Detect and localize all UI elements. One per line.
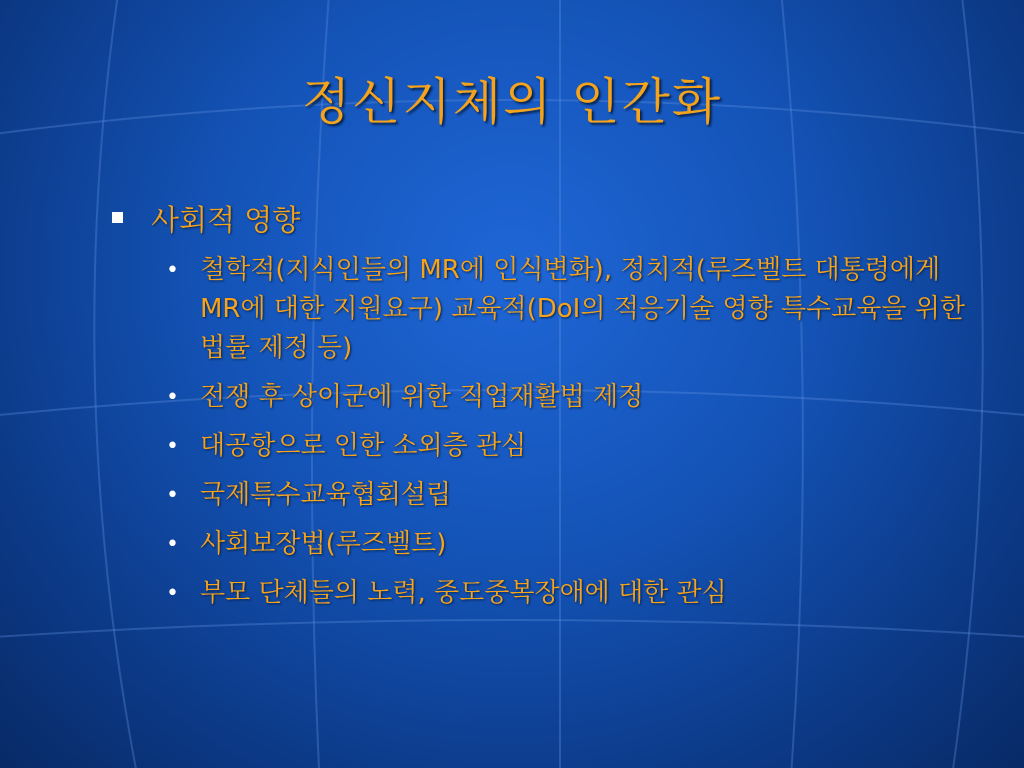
dot-bullet-icon: • <box>166 434 179 459</box>
sub-bullet-text: 부모 단체들의 노력, 중도중복장애에 대한 관심 <box>200 578 727 608</box>
dot-bullet-icon: • <box>166 258 179 283</box>
sub-bullet-item <box>166 378 972 417</box>
square-bullet-icon <box>112 212 123 223</box>
sub-bullet-item <box>166 574 972 613</box>
slide-content <box>112 198 972 623</box>
sub-bullet-list <box>166 251 972 613</box>
slide-title: 정신지체의 인간화 <box>301 73 723 131</box>
sub-bullet-text: 철학적(지식인들의 MR에 인식변화), 정치적(루즈벨트 대통령에게 MR에 대한 지원요구) 교육적(DoI의 적응기술 영향 특수교육을 위한 법률 제정 등) <box>200 255 966 363</box>
main-bullet-item <box>112 198 972 239</box>
sub-bullet-item <box>166 476 972 515</box>
sub-bullet-text: 전쟁 후 상이군에 위한 직업재활법 제정 <box>200 382 644 412</box>
dot-bullet-icon: • <box>166 532 179 557</box>
sub-bullet-item <box>166 525 972 564</box>
dot-bullet-icon: • <box>166 385 179 410</box>
sub-bullet-item <box>166 251 972 368</box>
sub-bullet-text: 사회보장법(루즈벨트) <box>200 529 447 559</box>
main-bullet-text: 사회적 영향 <box>151 203 301 237</box>
sub-bullet-text: 국제특수교육협회설립 <box>200 480 452 510</box>
dot-bullet-icon: • <box>166 483 179 508</box>
dot-bullet-icon: • <box>166 581 179 606</box>
sub-bullet-item <box>166 427 972 466</box>
sub-bullet-text: 대공항으로 인한 소외층 관심 <box>200 431 527 461</box>
